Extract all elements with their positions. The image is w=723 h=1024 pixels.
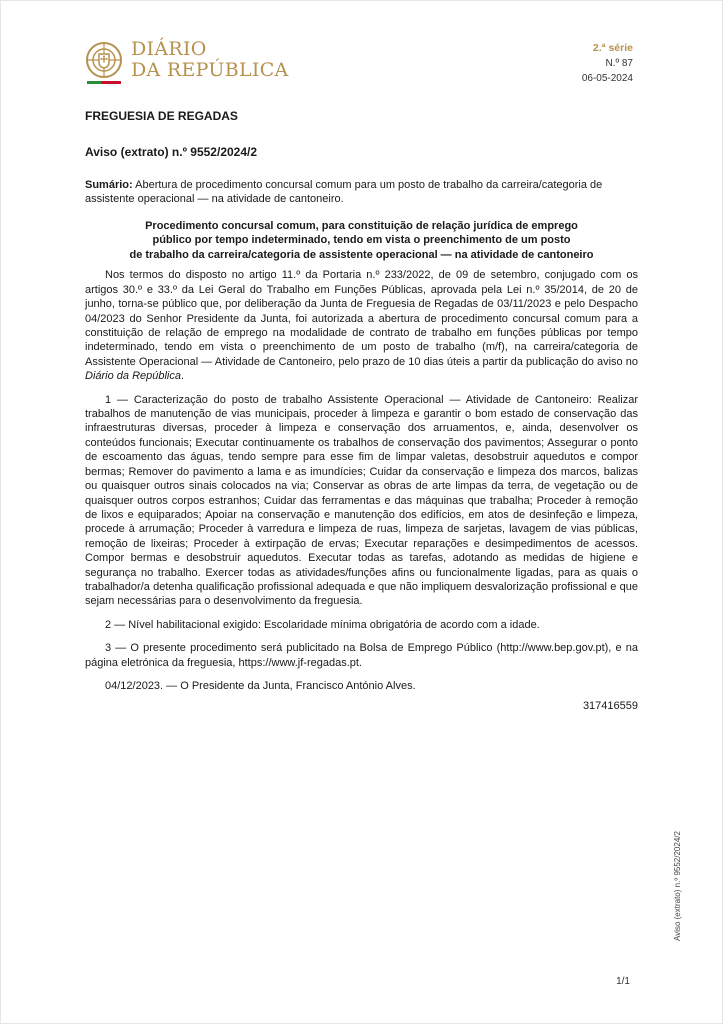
page-number: 1/1 (616, 976, 630, 987)
notice-title: Aviso (extrato) n.º 9552/2024/2 (85, 145, 258, 160)
intro-text: Nos termos do disposto no artigo 11.º da Portaria n.º 233/2022, de 09 de setembro, conjugado com os artigos 30.º e 33.º da Lei Geral do Trabalho em Funções Públicas, aprovada pela Lei n.º 35/2014, de 20 de junho, torna-se público que, por deliberação da Junta de Freguesia de Regadas de 03/11/2023 e pelo Despacho 04/2023 do Senhor Presidente da Junta, foi autorizada a abertura de procedimento concursal comum para a constituição de relação de emprego na modalidade de contrato de trabalho em funções públicas por tempo indeterminado, tendo em vista o preenchimento de um posto de trabalho (m/f), na carreira/categoria de Assistente Operacional — Atividade de Cantoneiro, pelo prazo de 10 dias úteis a partir da publicação do aviso no (85, 269, 638, 368)
summary-text: Abertura de procedimento concursal comum para um posto de trabalho da carreira/categoria de assistente operacional — na atividade de cantoneiro. (85, 178, 603, 206)
signoff: 04/12/2023. — O Presidente da Junta, Francisco António Alves. (105, 679, 416, 692)
paragraph-2: 2 — Nível habilitacional exigido: Escolaridade mínima obrigatória de acordo com a idade. (105, 618, 540, 631)
series-label: 2.ª série (592, 42, 633, 54)
publication-date: 06-05-2024 (581, 73, 633, 84)
paragraph-1: 1 — Caracterização do posto de trabalho Assistente Operacional — Atividade de Cantoneiro: Realizar trabalhos de manutenção de vias municipais, proceder à limpeza e garantir o bom estado de conservação das infraestruturas diversas, proceder à limpeza e conservação dos arruamentos, e, ainda, desenvolver os conteúdos funcionais; Executar continuamente os trabalhos de conservação dos pavimentos; Assegurar o ponto de escoamento das águas, tendo sempre para esse fim de limpar valetas, desobstruir aquedutos e compor bermas; Remover do pavimento a lama e as imundícies; Cuidar da conservação e limpeza dos marcos, balizas ou quaisquer outros sinais colocados na via; Conservar as obras de arte limpas da terra, de vegetação ou de quaisquer outros corpos estranhos; Cuidar das ferramentas e das máquinas que trabalha; Proceder à remoção de lixos e equiparados; Apoiar na conservação e manutenção dos edifícios, em atos de desinfeção e limpeza, procede à arrumação; Proceder à varredura e limpeza de ruas, limpeza de sarjetas, lavagem de vias públicas, remoção de lixeiras; Proceder à extirpação de ervas; Executar reparações e desimpedimentos de acessos. Compor bermas e desobstruir aquedutos. Executar todas as tarefas, adotando as medidas de higiene e segurança no trabalho. Exercer todas as atividades/funções afins ou funcionalmente ligadas, para as quais o trabalhador/a detenha qualificação profissional adequada e que não impliquem desvalorização profissional e que sejam necessárias para o desenvolvimento da freguesia. (85, 393, 638, 608)
procedure-title-line: Procedimento concursal comum, para constituição de relação jurídica de emprego (145, 219, 578, 232)
paragraph-3: 3 — O presente procedimento será publicitado na Bolsa de Emprego Público (http://www.bep.gov.pt), e na página eletrónica da freguesia, https://www.jf-regadas.pt. (85, 642, 638, 669)
coat-of-arms-icon (85, 41, 123, 79)
reference-number: 317416559 (582, 700, 638, 713)
document-body (85, 109, 638, 714)
procedure-title (85, 219, 638, 263)
side-reference: Aviso (extrato) n.º 9552/2024/2 (673, 831, 682, 941)
flag-stripe (87, 81, 121, 84)
publication-info (582, 41, 633, 86)
intro-italic: Diário da República (85, 370, 181, 383)
summary-label: Sumário: (85, 178, 133, 191)
entity-name: FREGUESIA DE REGADAS (85, 109, 238, 123)
logo-wordmark (131, 39, 289, 81)
procedure-title-line: público por tempo indeterminado, tendo em vista o preenchimento de um posto (152, 234, 571, 247)
intro-end: . (181, 370, 185, 383)
issue-number: N.º 87 (605, 58, 633, 69)
logo-line-1: DIÁRIO (131, 38, 207, 60)
logo-line-2: DA REPÚBLICA (131, 59, 289, 81)
diario-da-republica-logo (85, 39, 289, 81)
procedure-title-line: de trabalho da carreira/categoria de assistente operacional — na atividade de cantoneiro (129, 248, 594, 261)
intro-paragraph (85, 268, 638, 383)
summary (85, 178, 638, 207)
